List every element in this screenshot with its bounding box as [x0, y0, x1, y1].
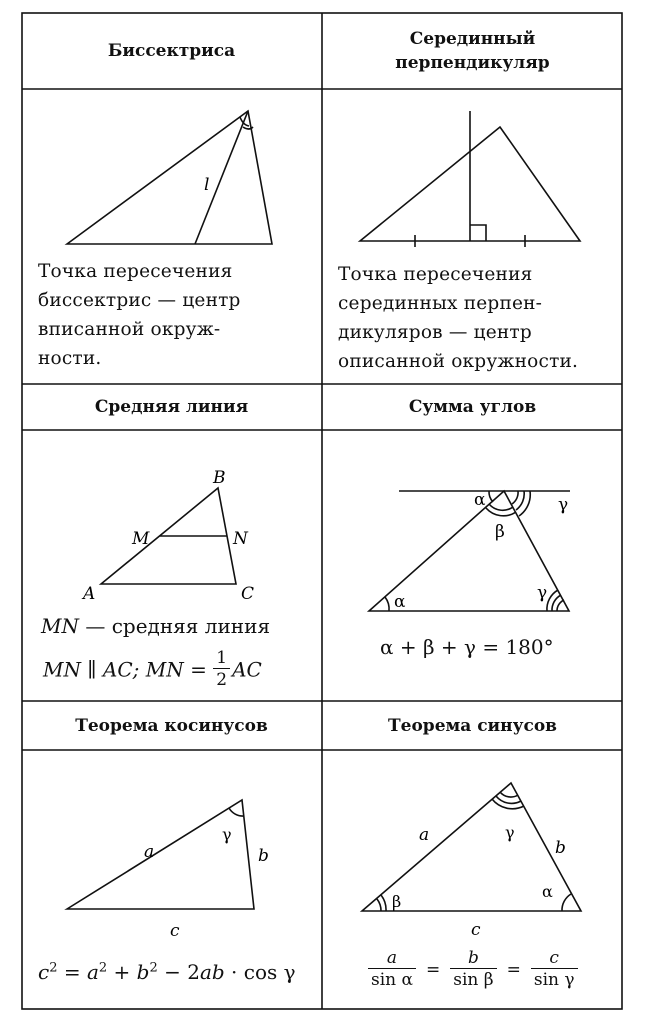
sine-n3: c — [531, 948, 578, 969]
angle-sum-gamma-top: γ — [558, 495, 569, 515]
gamma-arc-top-1 — [512, 491, 518, 504]
sine-d3: sin γ — [533, 970, 575, 990]
midline-statement — [41, 614, 270, 638]
midline-title: Средняя линия — [94, 397, 249, 417]
bisector-text-line2: биссектрис — центр — [38, 290, 241, 311]
perpendicular-header — [322, 12, 623, 89]
angle-sum-title: Сумма углов — [408, 397, 537, 417]
gamma-arc-top-2 — [516, 491, 524, 510]
angle-sum-beta: β — [495, 522, 505, 542]
sine-label-b: b — [555, 838, 566, 858]
bisector-description — [38, 257, 241, 373]
cosine-label-gamma: γ — [222, 825, 232, 844]
sine-gamma-arc-1 — [500, 792, 518, 797]
sine-frac-1 — [368, 948, 416, 991]
sine-n2: b — [450, 948, 496, 969]
midline-formula-left: MN ∥ AC; MN = — [43, 657, 214, 682]
angle-sum-alpha-bottom: α — [394, 592, 406, 612]
bisector-text-line3: вписанной окруж- — [38, 319, 221, 340]
sine-title: Теорема синусов — [388, 715, 557, 736]
perpendicular-text-line1: Точка пересечения — [338, 264, 533, 285]
cosine-label-c: c — [170, 921, 180, 940]
angle-sum-gamma-bottom: γ — [537, 583, 548, 603]
cosine-f-cos: · cos γ — [224, 960, 296, 984]
perpendicular-text-line3: дикуляров — центр — [338, 322, 532, 343]
cosine-sup-b: 2 — [149, 960, 158, 976]
midline-frac-num: 1 — [213, 648, 230, 669]
sine-label-a: a — [419, 825, 430, 845]
cosine-f-ab: ab — [199, 960, 225, 984]
midline-label-A: A — [83, 584, 96, 604]
cosine-title: Теорема косинусов — [75, 715, 268, 736]
midline-header — [21, 384, 322, 430]
sine-alpha-arc — [562, 894, 571, 911]
cosine-triangle — [67, 800, 254, 909]
bisector-angle-arc-2 — [243, 127, 253, 129]
cosine-f-a: a — [86, 960, 99, 984]
sine-label-gamma: γ — [505, 823, 515, 842]
bisector-text-line4: ности. — [38, 348, 102, 369]
midline-fraction — [213, 648, 230, 691]
beta-arc-1 — [489, 504, 513, 510]
midline-formula — [43, 648, 262, 691]
bisector-triangle — [67, 111, 272, 244]
angle-sum-header — [322, 384, 623, 430]
bisector-label-l: l — [204, 175, 210, 195]
cosine-label-b: b — [258, 846, 269, 866]
angle-sum-alpha-top: α — [474, 490, 486, 510]
perpendicular-cell — [322, 89, 623, 384]
cosine-f-c: c — [38, 960, 50, 984]
midline-diagram — [21, 430, 322, 610]
alpha-arc-bottom — [385, 597, 389, 611]
cosine-sup-c: 2 — [49, 960, 58, 976]
midline-mn-label: MN — [41, 614, 79, 638]
cosine-cell — [21, 750, 322, 1009]
right-angle-mark — [470, 225, 486, 241]
angle-sum-formula: α + β + γ = 180° — [380, 635, 554, 659]
sine-beta-arc-2 — [381, 895, 386, 911]
midline-label-M: M — [132, 529, 150, 549]
bisector-text-line1: Точка пересечения — [38, 261, 233, 282]
perpendicular-text-line2: серединных перпен- — [338, 293, 543, 314]
midline-label-C: C — [241, 584, 255, 604]
sine-beta-arc-1 — [377, 899, 381, 911]
cosine-f-minus: − 2 — [157, 960, 200, 984]
midline-cell — [21, 430, 322, 701]
sine-label-c: c — [471, 920, 481, 940]
cosine-f-b: b — [136, 960, 150, 984]
midline-label-B: B — [213, 468, 226, 488]
reference-table — [21, 12, 623, 1010]
perpendicular-title-line2: перпендикуляр — [395, 52, 550, 73]
cosine-f-eq: = — [57, 960, 87, 984]
midline-definition: — средняя линия — [78, 614, 271, 638]
perpendicular-title-line1: Серединный — [409, 28, 536, 49]
perpendicular-text-line4: описанной окружности. — [338, 351, 579, 372]
beta-arc-2 — [486, 508, 516, 516]
sine-cell — [322, 750, 623, 1009]
sine-frac-2 — [450, 948, 496, 991]
perpendicular-description — [338, 260, 578, 376]
sine-d1: sin α — [371, 970, 413, 990]
sine-d2: sin β — [453, 970, 494, 990]
sine-formula — [364, 948, 582, 991]
bisector-cell — [21, 89, 322, 384]
cosine-sup-a: 2 — [98, 960, 108, 976]
gamma-arc-bottom-1 — [557, 600, 564, 611]
angle-sum-cell — [322, 430, 623, 701]
sine-n1: a — [368, 948, 416, 969]
sine-eq-2: = — [506, 959, 521, 980]
sine-label-alpha: α — [542, 882, 553, 901]
sine-eq-1: = — [426, 959, 441, 980]
sine-label-beta: β — [392, 892, 402, 911]
cosine-f-plus: + — [107, 960, 137, 984]
cosine-diagram — [21, 750, 322, 940]
perpendicular-diagram — [322, 89, 623, 259]
cosine-label-a: a — [144, 842, 155, 862]
midline-frac-den: 2 — [216, 670, 228, 690]
cosine-formula — [38, 960, 296, 984]
bisector-title: Биссектриса — [107, 40, 236, 61]
alpha-arc-top — [489, 491, 493, 502]
midline-label-N: N — [233, 529, 248, 549]
bisector-diagram — [21, 89, 322, 259]
angle-sum-diagram — [322, 430, 623, 630]
midline-formula-ac: AC — [232, 657, 262, 682]
sine-header — [322, 701, 623, 750]
bisector-header — [21, 12, 322, 89]
sine-diagram — [322, 750, 623, 940]
sine-frac-3 — [531, 948, 578, 991]
cosine-header — [21, 701, 322, 750]
cosine-gamma-arc — [229, 808, 244, 816]
